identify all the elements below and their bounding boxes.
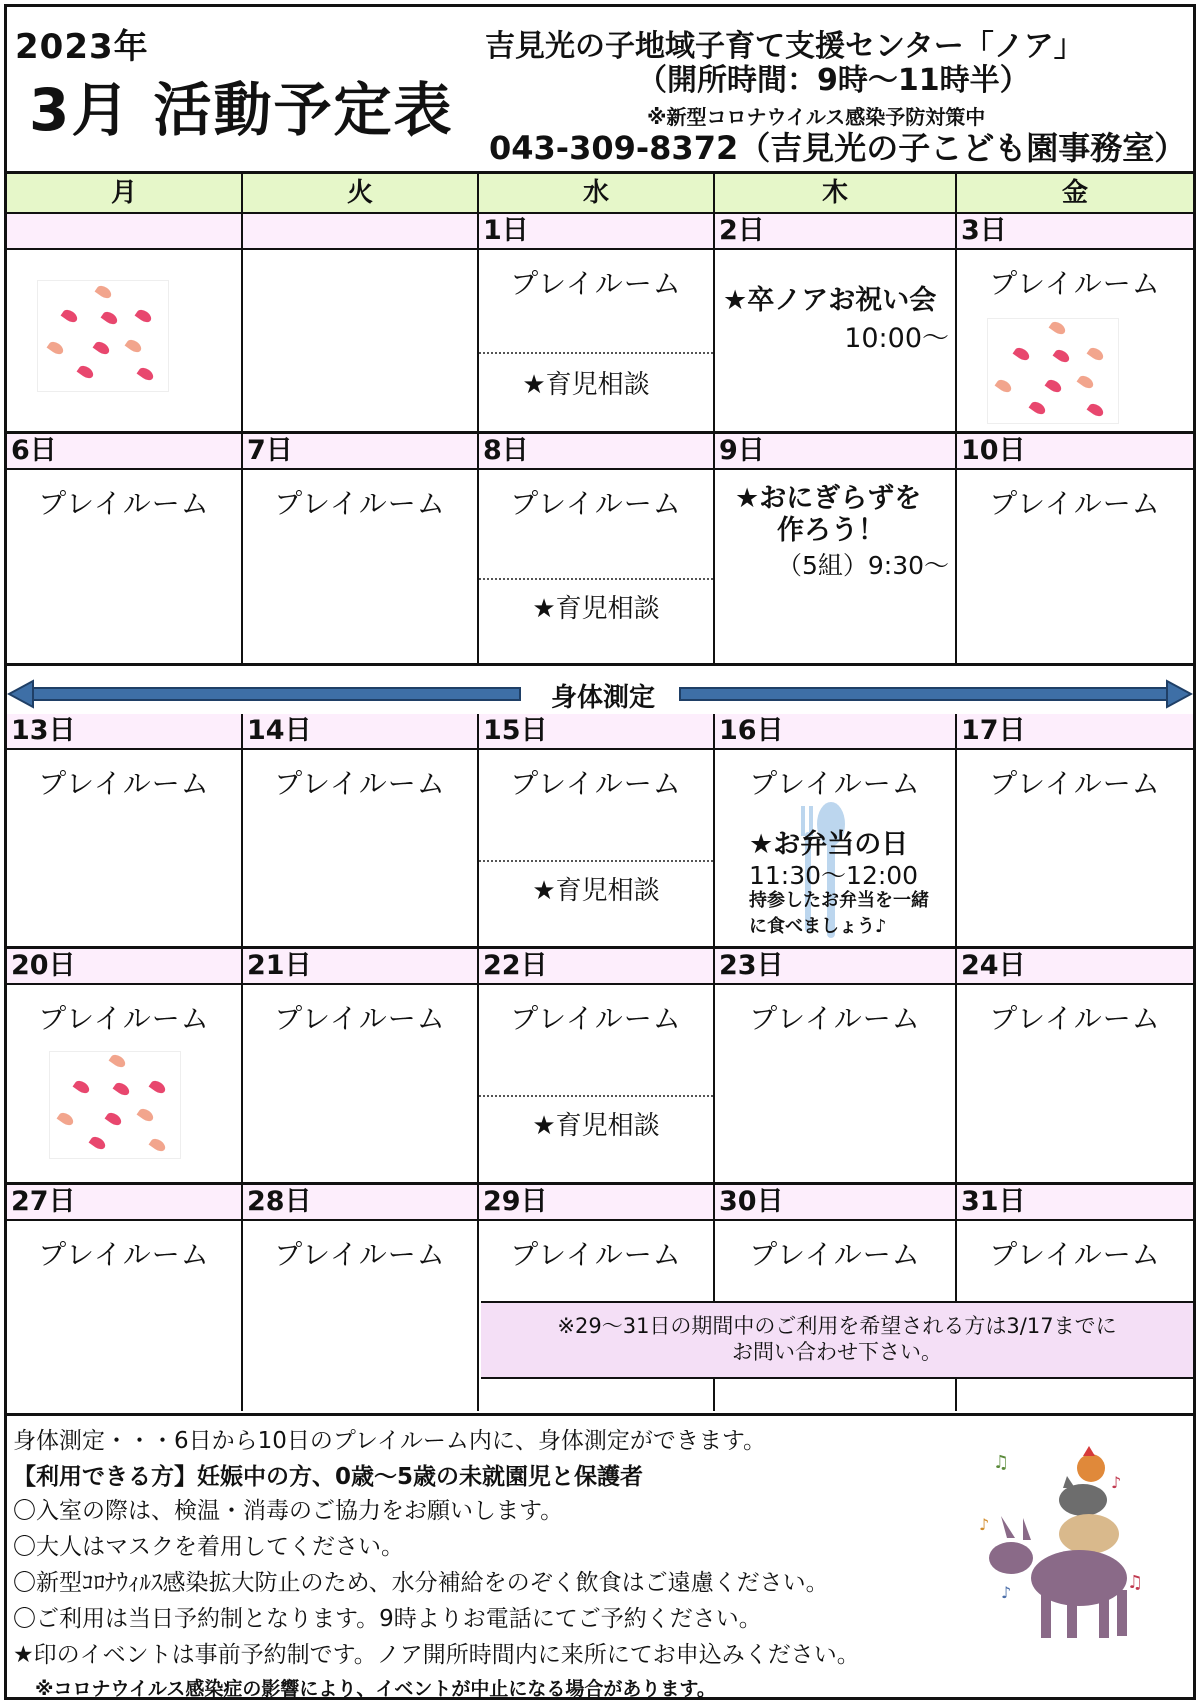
day-cell xyxy=(243,1185,479,1411)
date-label: 9日 xyxy=(715,434,955,470)
week-row-4 xyxy=(7,949,1193,1185)
svg-text:♫: ♫ xyxy=(993,1452,1010,1473)
day-cell xyxy=(715,949,957,1185)
measurement-label: 身体測定 xyxy=(545,677,661,714)
svg-text:♪: ♪ xyxy=(1001,1583,1012,1602)
playroom-label: プレイルーム xyxy=(510,1002,682,1035)
onigiri-event-title: ★おにぎらずを xyxy=(735,483,922,514)
cherry-petals-image xyxy=(987,318,1119,424)
date-label: 20日 xyxy=(7,949,241,985)
week-row-2 xyxy=(7,434,1193,666)
onigiri-event-time: （5組）9:30～ xyxy=(776,551,949,580)
date-label: 7日 xyxy=(243,434,477,470)
page-title: 3月 活動予定表 xyxy=(29,76,454,144)
day-cell xyxy=(243,434,479,666)
date-label: 27日 xyxy=(7,1185,241,1221)
calendar-page xyxy=(4,4,1196,1700)
onigiri-event-title-2: 作ろう！ xyxy=(777,515,885,546)
town-musicians-illustration xyxy=(971,1438,1151,1648)
playroom-label: プレイルーム xyxy=(749,767,921,800)
cherry-petals-image xyxy=(37,280,169,392)
day-cell xyxy=(957,714,1193,949)
day-cell xyxy=(715,214,957,434)
date-label: 17日 xyxy=(957,714,1193,750)
date-label: 13日 xyxy=(7,714,241,750)
date-label: 16日 xyxy=(715,714,955,750)
date-label: 2日 xyxy=(715,214,955,250)
playroom-label: プレイルーム xyxy=(989,267,1161,300)
weekday-fri: 金 xyxy=(957,174,1193,214)
date-label: 22日 xyxy=(479,949,713,985)
date-label: 3日 xyxy=(957,214,1193,250)
right-arrow xyxy=(679,687,1179,701)
playroom-label: プレイルーム xyxy=(274,1238,446,1271)
header xyxy=(7,7,1193,174)
footer-notes xyxy=(7,1413,1193,1700)
playroom-label: プレイルーム xyxy=(510,767,682,800)
footer-line: 〇入室の際は、検温・消毒のご協力をお願いします。 xyxy=(13,1498,564,1524)
graduation-event-title: ★卒ノアお祝い会 xyxy=(723,285,937,316)
date-label: 14日 xyxy=(243,714,477,750)
graduation-event-time: 10:00～ xyxy=(844,323,949,354)
weekday-header-row xyxy=(7,174,1193,214)
footer-line: 〇ご利用は当日予約制となります。9時よりお電話にてご予約ください。 xyxy=(13,1606,762,1632)
day-cell xyxy=(7,714,243,949)
bento-event-time: 11:30～12:00 xyxy=(749,861,919,890)
bento-event-title: ★お弁当の日 xyxy=(749,829,909,860)
reservation-notice-line-2: お問い合わせ下さい。 xyxy=(732,1340,942,1364)
day-cell xyxy=(7,1185,243,1411)
date-label: 31日 xyxy=(957,1185,1193,1221)
playroom-label: プレイルーム xyxy=(989,767,1161,800)
day-cell xyxy=(715,434,957,666)
day-cell xyxy=(957,949,1193,1185)
footer-line: 〇新型ｺﾛﾅｳｨﾙｽ感染拡大防止のため、水分補給をのぞく飲食はご遠慮ください。 xyxy=(13,1570,829,1596)
day-cell xyxy=(479,949,715,1185)
day-cell xyxy=(479,714,715,949)
date-label: 29日 xyxy=(479,1185,713,1221)
date-label: 23日 xyxy=(715,949,955,985)
day-cell xyxy=(7,214,243,434)
week-row-3 xyxy=(7,714,1193,949)
measurement-arrow xyxy=(7,679,1193,713)
date-label: 8日 xyxy=(479,434,713,470)
playroom-label: プレイルーム xyxy=(38,1002,210,1035)
weekday-wed: 水 xyxy=(479,174,715,214)
arrow-right-icon xyxy=(1163,679,1193,709)
playroom-label: プレイルーム xyxy=(989,1002,1161,1035)
day-cell xyxy=(479,214,715,434)
playroom-label: プレイルーム xyxy=(510,267,682,300)
date-label xyxy=(7,214,241,250)
playroom-label: プレイルーム xyxy=(989,487,1161,520)
week-row-1 xyxy=(7,214,1193,434)
divider xyxy=(479,578,713,580)
day-cell xyxy=(7,949,243,1185)
date-label: 30日 xyxy=(715,1185,955,1221)
date-label: 6日 xyxy=(7,434,241,470)
cherry-petals-image xyxy=(49,1051,181,1159)
playroom-label: プレイルーム xyxy=(510,487,682,520)
weekday-mon: 月 xyxy=(7,174,243,214)
arrow-left-icon xyxy=(7,679,37,709)
footer-line: ※コロナウイルス感染症の影響により、イベントが中止になる場合があります。 xyxy=(35,1678,716,1700)
center-name: 吉見光の子地域子育て支援センター「ノア」 xyxy=(485,29,1084,64)
bento-event-note-2: に食べましょう♪ xyxy=(749,916,887,937)
consult-label: ★育児相談 xyxy=(532,876,660,906)
day-cell xyxy=(243,214,479,434)
date-label: 21日 xyxy=(243,949,477,985)
day-cell xyxy=(715,714,957,949)
date-label xyxy=(243,214,477,250)
footer-line: ★印のイベントは事前予約制です。ノア開所時間内に来所にてお申込みください。 xyxy=(13,1642,860,1668)
footer-line: 身体測定・・・6日から10日のプレイルーム内に、身体測定ができます。 xyxy=(13,1428,766,1454)
playroom-label: プレイルーム xyxy=(510,1238,682,1271)
playroom-label: プレイルーム xyxy=(274,487,446,520)
date-label: 1日 xyxy=(479,214,713,250)
reservation-notice xyxy=(481,1301,1193,1379)
day-cell xyxy=(957,434,1193,666)
consult-label: ★育児相談 xyxy=(532,1111,660,1141)
divider xyxy=(479,860,713,862)
divider xyxy=(479,352,713,354)
playroom-label: プレイルーム xyxy=(274,767,446,800)
consult-label: ★育児相談 xyxy=(532,594,660,624)
consult-label: ★育児相談 xyxy=(522,370,650,400)
date-label: 15日 xyxy=(479,714,713,750)
phone-number: 043-309-8372（吉見光の子こども園事務室） xyxy=(489,129,1187,167)
date-label: 10日 xyxy=(957,434,1193,470)
weekday-thu: 木 xyxy=(715,174,957,214)
day-cell xyxy=(243,714,479,949)
covid-notice: ※新型コロナウイルス感染予防対策中 xyxy=(647,105,986,129)
playroom-label: プレイルーム xyxy=(38,487,210,520)
opening-hours: （開所時間：9時～11時半） xyxy=(637,63,1030,98)
svg-text:♫: ♫ xyxy=(1127,1572,1144,1593)
reservation-notice-line-1: ※29～31日の期間中のご利用を希望される方は3/17までに xyxy=(557,1314,1117,1338)
playroom-label: プレイルーム xyxy=(749,1002,921,1035)
date-label: 28日 xyxy=(243,1185,477,1221)
playroom-label: プレイルーム xyxy=(274,1002,446,1035)
left-arrow xyxy=(21,687,521,701)
day-cell xyxy=(7,434,243,666)
year-label: 2023年 xyxy=(15,27,149,67)
playroom-label: プレイルーム xyxy=(989,1238,1161,1271)
playroom-label: プレイルーム xyxy=(38,767,210,800)
day-cell xyxy=(479,434,715,666)
playroom-label: プレイルーム xyxy=(38,1238,210,1271)
svg-text:♪: ♪ xyxy=(1111,1473,1122,1492)
footer-line: 〇大人はマスクを着用してください。 xyxy=(13,1534,404,1560)
svg-text:♪: ♪ xyxy=(979,1515,990,1534)
divider xyxy=(479,1095,713,1097)
footer-line: 【利用できる方】妊娠中の方、0歳～5歳の未就園児と保護者 xyxy=(13,1464,644,1490)
day-cell xyxy=(957,214,1193,434)
date-label: 24日 xyxy=(957,949,1193,985)
weekday-tue: 火 xyxy=(243,174,479,214)
bento-event-note-1: 持参したお弁当を一緒 xyxy=(749,890,929,911)
playroom-label: プレイルーム xyxy=(749,1238,921,1271)
day-cell xyxy=(243,949,479,1185)
